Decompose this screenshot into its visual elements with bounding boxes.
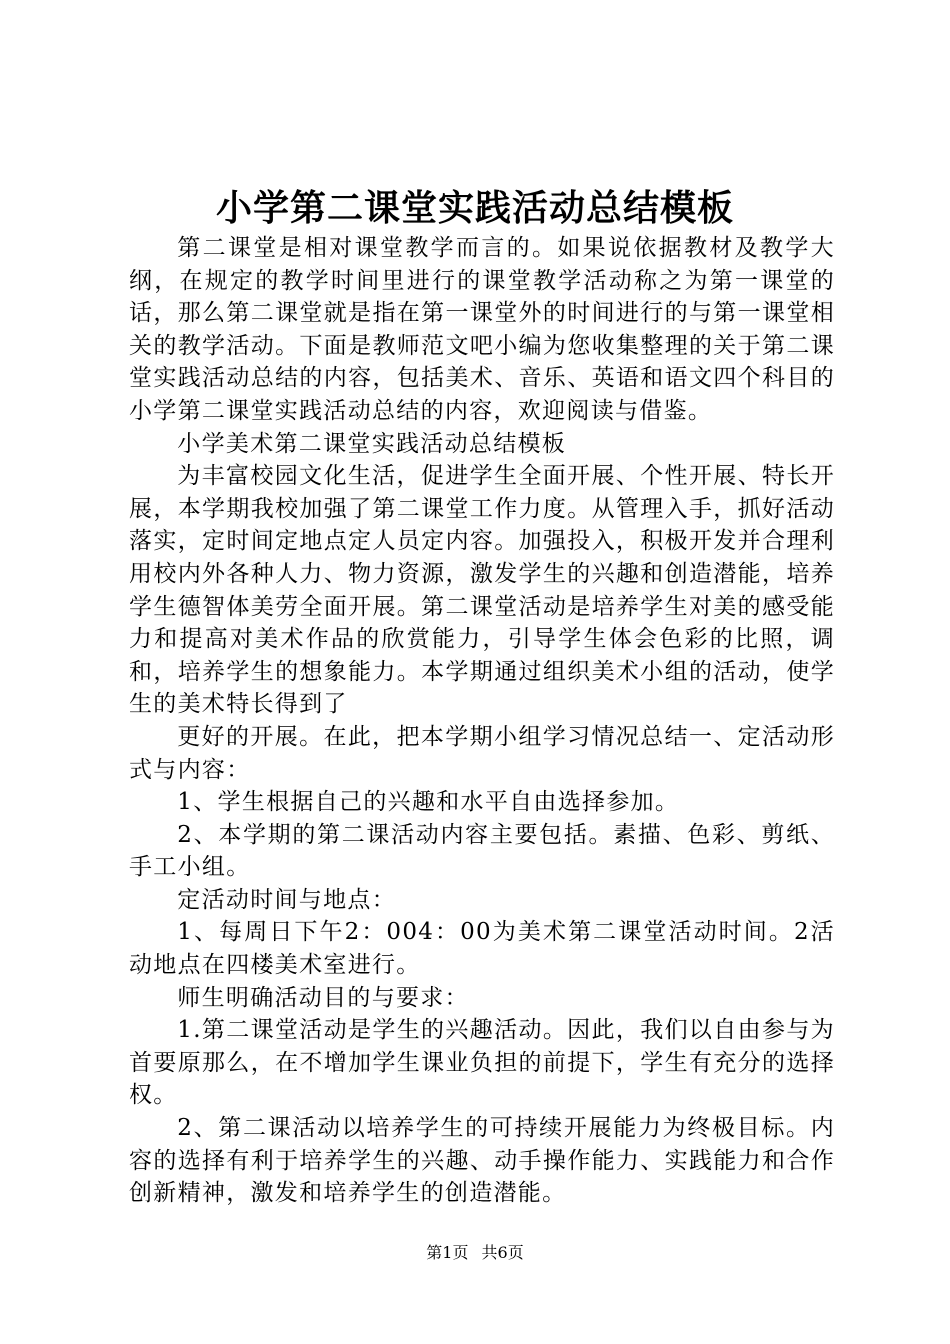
paragraph: 2、本学期的第二课活动内容主要包括。素描、色彩、剪纸、手工小组。 [129, 821, 835, 881]
paragraph: 1.第二课堂活动是学生的兴趣活动。因此，我们以自由参与为首要原那么，在不增加学生课业负担的前提下，学生有充分的选择权。 [129, 1017, 835, 1109]
document-body [129, 232, 835, 1210]
document-title: 小学第二课堂实践活动总结模板 [215, 187, 734, 229]
paragraph-subtitle: 小学美术第二课堂实践活动总结模板 [177, 430, 567, 457]
paragraph-intro: 第二课堂是相对课堂教学而言的。如果说依据教材及教学大纲，在规定的教学时间里进行的课堂教学活动称之为第一课堂的话，那么第二课堂就是指在第一课堂外的时间进行的与第一课堂相关的教学活动。下面是教师范文吧小编为您收集整理的关于第二课堂实践活动总结的内容，包括美术、音乐、英语和语文四个科目的小学第二课堂实践活动总结的内容，欢迎阅读与借鉴。 [129, 235, 835, 424]
paragraph: 为丰富校园文化生活，促进学生全面开展、个性开展、特长开展，本学期我校加强了第二课堂工作力度。从管理入手，抓好活动落实，定时间定地点定人员定内容。加强投入，积极开发并合理利用校内外各种人力、物力资源，激发学生的兴趣和创造潜能，培养学生德智体美劳全面开展。第二课堂活动是培养学生对美的感受能力和提高对美术作品的欣赏能力，引导学生体会色彩的比照，调和，培养学生的想象能力。本学期通过组织美术小组的活动，使学生的美术特长得到了 [129, 463, 835, 718]
page-total: 共6页 [481, 1243, 524, 1262]
paragraph: 师生明确活动目的与要求： [177, 984, 469, 1011]
page-number: 第1页 [426, 1243, 469, 1262]
paragraph: 1、学生根据自己的兴趣和水平自由选择参加。 [177, 789, 680, 816]
page-footer [0, 1242, 950, 1264]
paragraph: 2、第二课活动以培养学生的可持续开展能力为终极目标。内容的选择有利于培养学生的兴趣、动手操作能力、实践能力和合作创新精神，激发和培养学生的创造潜能。 [129, 1115, 835, 1207]
paragraph: 1、每周日下午2：004：00为美术第二课堂活动时间。2活动地点在四楼美术室进行。 [129, 919, 835, 979]
paragraph: 定活动时间与地点： [177, 886, 396, 913]
paragraph: 更好的开展。在此，把本学期小组学习情况总结一、定活动形式与内容： [129, 723, 835, 783]
